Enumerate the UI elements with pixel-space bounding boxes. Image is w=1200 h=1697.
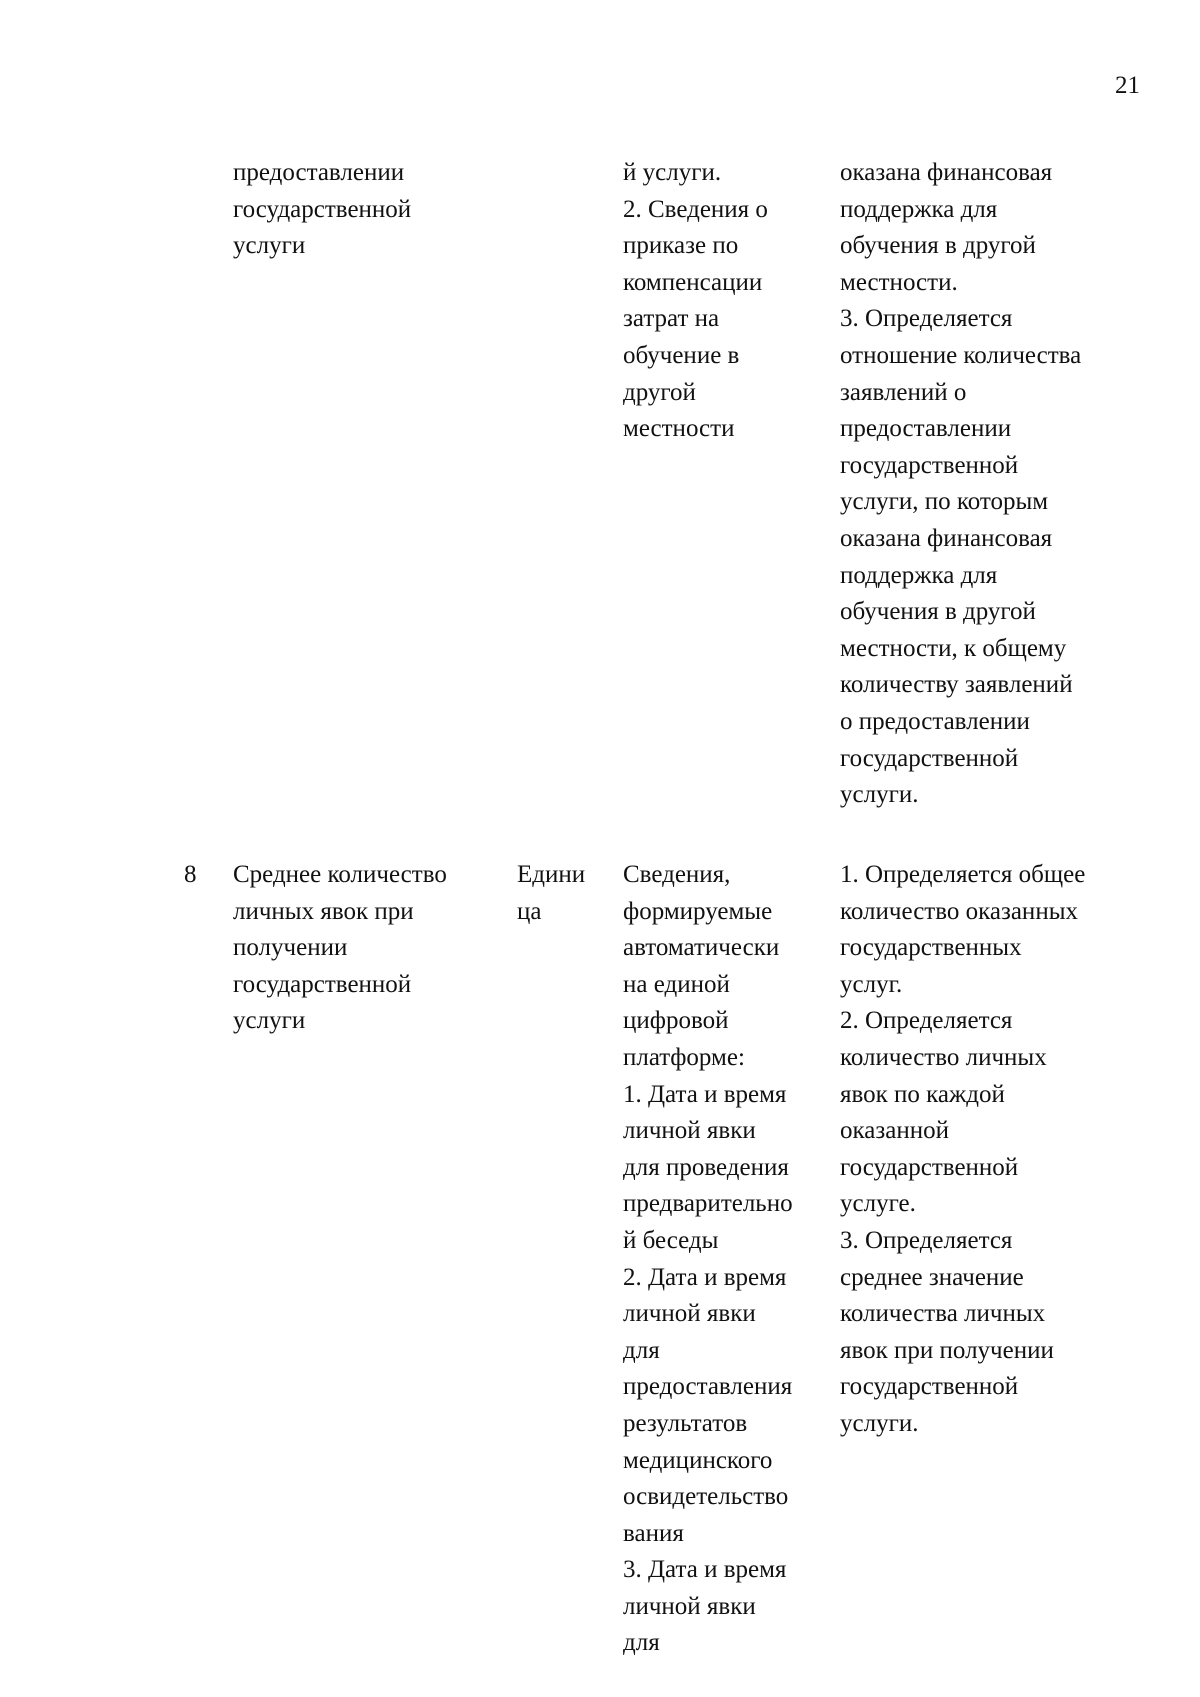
text-line: й услуги. <box>623 159 722 186</box>
text-line: услуги, по которым <box>840 488 1049 516</box>
text-line: услуги <box>233 232 306 260</box>
text-line: государственной <box>840 744 1019 772</box>
text-line: предоставления <box>623 1373 793 1401</box>
text-line: приказе по <box>623 232 739 260</box>
text-line: результатов <box>623 1409 748 1437</box>
text-line: услуги <box>233 1007 306 1035</box>
text-line: предоставлении <box>233 159 405 186</box>
row-source-cell <box>623 857 793 1662</box>
text-line: для <box>623 1336 660 1364</box>
text-line: личной явки <box>623 1592 756 1620</box>
text-line: 2. Дата и время <box>623 1263 787 1291</box>
text-line: оказана финансовая <box>840 524 1053 552</box>
text-line: на единой <box>623 970 730 998</box>
text-line: услуги. <box>840 1409 919 1437</box>
row-number-cell: 8 <box>184 861 197 888</box>
row-method-cell <box>840 857 1085 1443</box>
text-line: компенсации <box>623 268 763 296</box>
text-line: 3. Определяется <box>840 1226 1013 1254</box>
text-line: 2. Определяется <box>840 1007 1013 1035</box>
text-line: услуг. <box>840 970 903 998</box>
row-method-cell <box>840 155 1081 814</box>
text-line: явок по каждой <box>840 1080 1005 1108</box>
row-name-cell <box>233 857 447 1040</box>
row-source-cell <box>623 155 768 448</box>
text-line: освидетельство <box>623 1483 789 1511</box>
page-number: 21 <box>1115 72 1140 99</box>
text-line: количеству заявлений <box>840 671 1073 699</box>
text-line: государственной <box>233 970 412 998</box>
text-line: предоставлении <box>840 415 1012 443</box>
text-line: государственной <box>840 451 1019 479</box>
text-line: отношение количества <box>840 341 1082 369</box>
text-line: государственной <box>840 1153 1019 1181</box>
text-line: количества личных <box>840 1300 1046 1328</box>
text-line: обучения в другой <box>840 598 1036 626</box>
text-line: ца <box>517 897 542 925</box>
text-line: 1. Определяется общее <box>840 861 1086 888</box>
text-line: формируемые <box>623 897 773 925</box>
text-line: местности <box>623 415 735 443</box>
text-line: автоматически <box>623 934 780 962</box>
text-line: количество личных <box>840 1043 1047 1071</box>
text-line: государственных <box>840 934 1022 962</box>
text-line: оказана финансовая <box>840 159 1053 186</box>
text-line: государственной <box>840 1373 1019 1401</box>
text-line: цифровой <box>623 1007 729 1035</box>
row-unit-cell <box>517 857 585 930</box>
text-line: государственной <box>233 195 412 223</box>
text-line: заявлений о <box>840 378 967 406</box>
text-line: Сведения, <box>623 861 731 888</box>
text-line: для проведения <box>623 1153 789 1181</box>
text-line: 3. Определяется <box>840 305 1013 333</box>
text-line: получении <box>233 934 348 962</box>
text-line: личной явки <box>623 1300 756 1328</box>
text-line: местности, к общему <box>840 634 1067 662</box>
text-line: услуги. <box>840 781 919 809</box>
text-line: 3. Дата и время <box>623 1556 787 1584</box>
text-line: предварительно <box>623 1190 793 1218</box>
text-line: поддержка для <box>840 561 998 589</box>
text-line: Едини <box>517 861 586 888</box>
text-line: затрат на <box>623 305 720 333</box>
text-line: личной явки <box>623 1117 756 1145</box>
text-line: 1. Дата и время <box>623 1080 787 1108</box>
text-line: среднее значение <box>840 1263 1024 1291</box>
text-line: обучение в <box>623 341 740 369</box>
row-name-cell <box>233 155 411 265</box>
text-line: другой <box>623 378 696 406</box>
text-line: платформе: <box>623 1043 745 1071</box>
text-line: для <box>623 1629 660 1657</box>
text-line: количество оказанных <box>840 897 1078 925</box>
text-line: местности. <box>840 268 958 296</box>
text-line: вания <box>623 1519 684 1547</box>
text-line: явок при получении <box>840 1336 1054 1364</box>
text-line: медицинского <box>623 1446 773 1474</box>
text-line: Среднее количество <box>233 861 447 888</box>
text-line: й беседы <box>623 1226 719 1254</box>
text-line: личных явок при <box>233 897 414 925</box>
text-line: обучения в другой <box>840 232 1036 260</box>
text-line: о предоставлении <box>840 707 1030 735</box>
text-line: услуге. <box>840 1190 916 1218</box>
text-line: 2. Сведения о <box>623 195 768 223</box>
text-line: оказанной <box>840 1117 949 1145</box>
text-line: поддержка для <box>840 195 998 223</box>
